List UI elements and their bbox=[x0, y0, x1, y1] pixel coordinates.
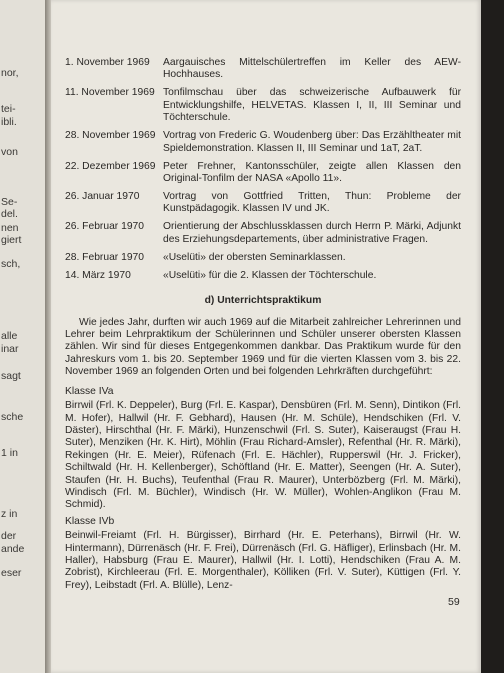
left-fragment: sche bbox=[1, 411, 24, 423]
left-fragment: 1 in bbox=[1, 447, 18, 459]
event-date: 22. Dezember 1969 bbox=[65, 160, 156, 172]
event-date: 14. März 1970 bbox=[65, 269, 131, 281]
left-fragment: giert bbox=[1, 234, 22, 246]
event-list bbox=[65, 57, 461, 282]
page-number: 59 bbox=[448, 596, 460, 608]
left-fragment: nen bbox=[1, 222, 19, 234]
event-date: 1. November 1969 bbox=[65, 57, 150, 68]
event-row bbox=[65, 270, 461, 282]
section-heading: d) Unterrichtspraktikum bbox=[204, 295, 322, 307]
event-text: «Uselüti» der obersten Seminarklassen. bbox=[163, 251, 346, 263]
event-date: 26. Januar 1970 bbox=[65, 191, 140, 203]
page-content bbox=[65, 57, 461, 596]
left-fragment: sagt bbox=[1, 370, 21, 382]
book-edge bbox=[481, 0, 504, 673]
event-row bbox=[65, 130, 461, 155]
left-fragment: nor, bbox=[1, 67, 19, 79]
event-row bbox=[65, 252, 461, 264]
event-text: Tonfilmschau über das schweizerische Aufbauwerk für Entwicklungshilfe, HELVETAS. Klassen I, II, III Seminar und Töchterschule. bbox=[163, 87, 461, 124]
left-fragment: ande bbox=[1, 543, 25, 555]
event-row bbox=[65, 221, 461, 246]
left-fragment: alle bbox=[1, 330, 18, 342]
event-row bbox=[65, 87, 461, 124]
left-fragment: der bbox=[1, 530, 17, 542]
event-text: Aargauisches Mittelschülertreffen im Keller des AEW-Hochhauses. bbox=[163, 57, 461, 81]
class-a-list: Birrwil (Frl. K. Deppeler), Burg (Frl. E. Kaspar), Densbüren (Frl. M. Senn), Dintikon (Frl. M. Hofer), Hallwil (Hr. F. Gebhard), Hausen (Hr. M. Schüle), Hendschiken (Frl. V. Däster), Hirschthal (Hr. F. Märki), Hunzenschwil (Frl. S. Suter), Kaiseraugst (Frau H. Suter), Menziken (Hr. K. Hirt), Möhlin (Frau Richard-Amsler), Refenthal (Hr. R. Märki), Rekingen (Hr. E. Meier), Rüfenach (Frl. E. Hächler), Rupperswil (Hr. J. Fricker), Schiltwald (Hr. H. Kellenberger), Schöftland (Hr. E. Matter), Seengen (Hr. A. Suter), Staufen (Hr. H. Buchs), Teufenthal (Frau R. Maurer), Unterbözberg (Frl. M. Märki), Windisch (Frl. M. Büchler), Windisch (Hr. W. Müller), Wohlen-Anglikon (Frau M. Schmid). bbox=[65, 400, 461, 511]
event-text: «Uselüti» für die 2. Klassen der Töchterschule. bbox=[163, 269, 377, 281]
left-page-edge bbox=[0, 0, 46, 673]
event-date: 26. Februar 1970 bbox=[65, 221, 144, 233]
class-b-label: Klasse IVb bbox=[65, 515, 115, 527]
event-row bbox=[65, 57, 461, 82]
left-fragment: Se- bbox=[1, 196, 18, 208]
event-date: 11. November 1969 bbox=[65, 87, 155, 99]
intro-paragraph: Wie jedes Jahr, durften wir auch 1969 auf die Mitarbeit zahlreicher Lehrerinnen und Lehrer beim Lehrpraktikum der Schülerinnen und Schüler unserer obersten Klassen zählen. Wir sind für dieses Entgegenkommen dankbar. Das Praktikum wurde für den Jahreskurs vom 1. bis 20. September 1969 und für die vierten Klassen vom 3. bis 22. November 1969 an folgenden Orten und bei folgenden Lehrkräften durchgeführt: bbox=[65, 316, 461, 378]
page bbox=[51, 0, 481, 673]
class-b-list: Beinwil-Freiamt (Frl. H. Bürgisser), Birrhard (Hr. E. Peterhans), Birrwil (Hr. W. Hintermann), Dürrenäsch (Hr. F. Frei), Dürrenäsch (Frl. G. Häfliger), Erlinsbach (Hr. M. Haller), Habsburg (Frau E. Maurer), Hallwil (Hr. I. Lotti), Hendschiken (Frau A. M. Zobrist), Kirchleerau (Frl. E. Morgenthaler), Kölliken (Frl. V. Suter), Küttigen (Frl. Y. Frey), Leibstadt (Frl. A. Blülle), Lenz- bbox=[65, 530, 461, 591]
left-fragment: von bbox=[1, 146, 18, 158]
event-text: Orientierung der Abschlussklassen durch Herrn P. Märki, Adjunkt des Erziehungsdepartements, über administrative Fragen. bbox=[163, 221, 461, 245]
left-fragment: eser bbox=[1, 567, 22, 579]
event-row bbox=[65, 191, 461, 216]
event-text: Vortrag von Gottfried Tritten, Thun: Probleme der Kunstpädagogik. Klassen IV und JK. bbox=[163, 191, 461, 215]
left-fragment: tei- bbox=[1, 103, 16, 115]
left-fragment: del. bbox=[1, 208, 18, 220]
event-text: Vortrag von Frederic G. Woudenberg über: Das Erzähltheater mit Spieldemonstration. Klassen II, III Seminar und 1aT, 2aT. bbox=[163, 130, 461, 154]
event-date: 28. Februar 1970 bbox=[65, 251, 144, 263]
class-a-label: Klasse IVa bbox=[65, 385, 114, 397]
event-date: 28. November 1969 bbox=[65, 130, 156, 142]
left-fragment: ibli. bbox=[1, 116, 17, 128]
event-text: Peter Frehner, Kantonsschüler, zeigte allen Klassen den Original-Tonfilm der NASA «Apollo 11». bbox=[163, 160, 461, 185]
left-fragment: sch, bbox=[1, 258, 21, 270]
left-fragment: z in bbox=[1, 508, 18, 520]
left-fragment: inar bbox=[1, 343, 19, 355]
event-row bbox=[65, 161, 461, 186]
